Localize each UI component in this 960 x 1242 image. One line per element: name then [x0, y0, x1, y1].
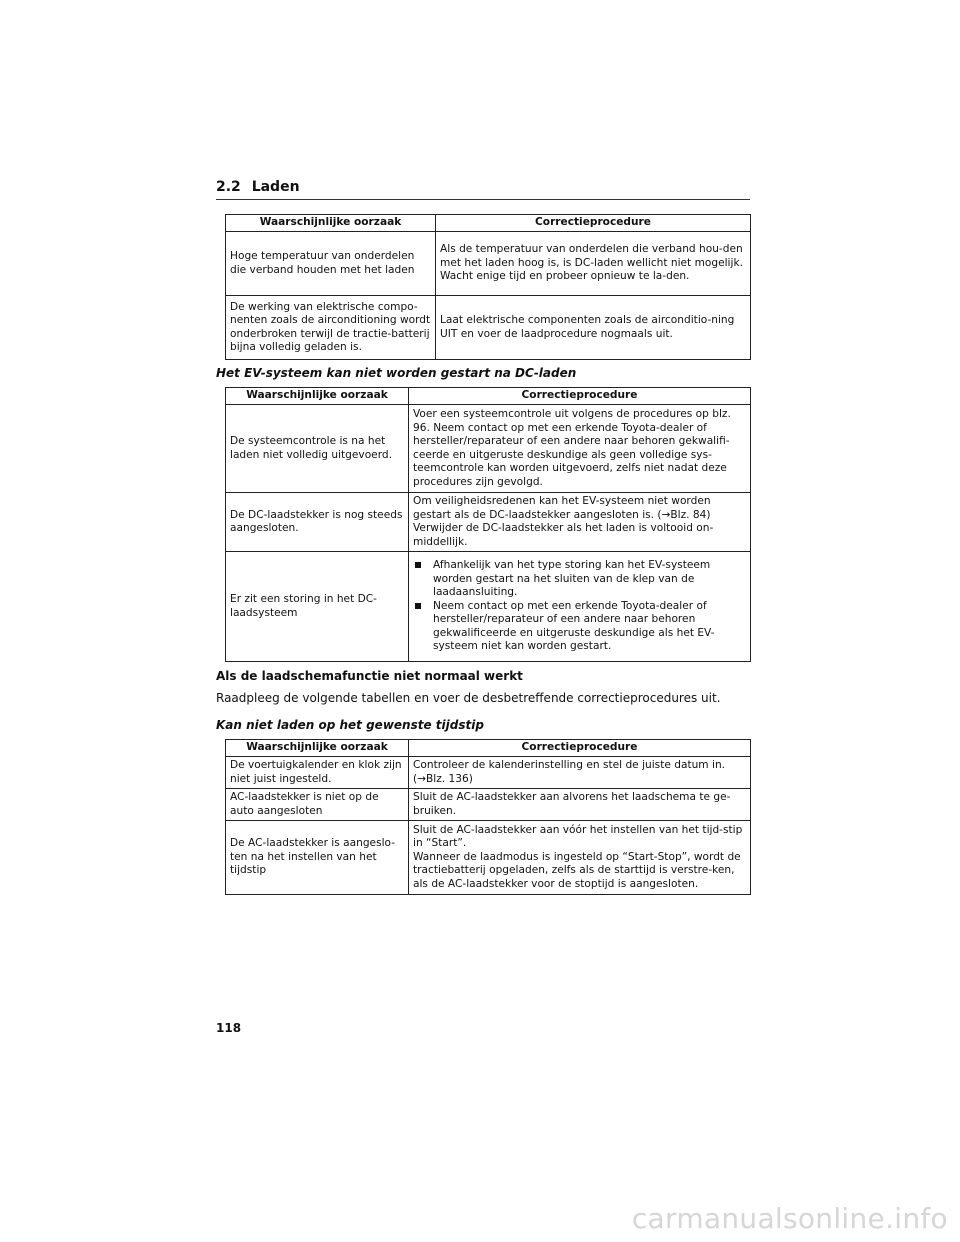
procedure-text-2: Wanneer de laadmodus is ingesteld op “Start-Stop”, wordt de tractiebatterij opgeladen, zelfs als de starttijd is verstre-ken, als de AC-laadstekker voor de stoptijd is aangesloten.: [413, 850, 741, 890]
page-number: 118: [216, 1021, 242, 1035]
column-header-procedure: Correctieprocedure: [436, 215, 751, 232]
list-item: Neem contact op met een erkende Toyota-dealer of hersteller/reparateur of een andere naar behoren gekwalificeerde en uitgeruste deskundige als het EV-systeem niet kan worden gestart.: [413, 600, 746, 654]
table-header-row: [226, 740, 751, 757]
subheading-desired-time: Kan niet laden op het gewenste tijdstip: [216, 718, 484, 732]
table-row: [226, 552, 751, 662]
table-row: [226, 789, 751, 821]
table-row: [226, 405, 751, 493]
table-schedule-issues: [225, 739, 751, 895]
procedure-cell: Voer een systeemcontrole uit volgens de procedures op blz. 96. Neem contact op met een erkende Toyota-dealer of hersteller/reparateur of een andere naar behoren gekwalifi-ceerde en uitgeruste deskundige als geen volledige sys-teemcontrole kan worden uitgevoerd, zelfs niet nadat deze procedures zijn gevolgd.: [409, 405, 751, 493]
cause-cell: De werking van elektrische compo-nenten zoals de airconditioning wordt onderbroken terwijl de tractie-batterij bijna volledig geladen is.: [226, 296, 436, 360]
cause-cell: Hoge temperatuur van onderdelen die verband houden met het laden: [226, 232, 436, 296]
procedure-text: Sluit de AC-laadstekker aan vóór het instellen van het tijd-stip in “Start”.: [413, 823, 743, 850]
table-charging-issues: [225, 214, 751, 360]
cause-cell: De DC-laadstekker is nog steeds aangesloten.: [226, 493, 409, 552]
subheading-ev-system: Het EV-systeem kan niet worden gestart na DC-laden: [216, 366, 577, 380]
procedure-cell: Als de temperatuur van onderdelen die verband hou-den met het laden hoog is, is DC-laden wellicht niet mogelijk. Wacht enige tijd en probeer opnieuw te la-den.: [436, 232, 751, 296]
list-item: Afhankelijk van het type storing kan het EV-systeem worden gestart na het sluiten van de klep van de laadaansluiting.: [413, 559, 746, 600]
cause-cell: De voertuigkalender en klok zijn niet juist ingesteld.: [226, 757, 409, 789]
watermark: carmanualsonline.info: [631, 1202, 948, 1235]
column-header-procedure: Correctieprocedure: [409, 740, 751, 757]
paragraph-instructions: Raadpleeg de volgende tabellen en voer de desbetreffende correctieprocedures uit.: [216, 691, 721, 705]
heading-charging-schedule: Als de laadschemafunctie niet normaal werkt: [216, 669, 523, 683]
procedure-cell: [409, 821, 751, 895]
table-row: [226, 757, 751, 789]
table-header-row: [226, 215, 751, 232]
cause-cell: Er zit een storing in het DC-laadsysteem: [226, 552, 409, 662]
cause-cell: De systeemcontrole is na het laden niet volledig uitgevoerd.: [226, 405, 409, 493]
bullet-square-icon: [415, 562, 421, 568]
table-row: [226, 296, 751, 360]
column-header-procedure: Correctieprocedure: [409, 388, 751, 405]
procedure-cell: Laat elektrische componenten zoals de airconditio-ning UIT en voer de laadprocedure nogmaals uit.: [436, 296, 751, 360]
procedure-cell: [409, 552, 751, 662]
column-header-cause: Waarschijnlijke oorzaak: [226, 388, 409, 405]
table-row: [226, 821, 751, 895]
table-header-row: [226, 388, 751, 405]
section-number: 2.2: [216, 179, 241, 195]
bullet-square-icon: [415, 603, 421, 609]
cause-cell: AC-laadstekker is niet op de auto aangesloten: [226, 789, 409, 821]
column-header-cause: Waarschijnlijke oorzaak: [226, 740, 409, 757]
section-header: [216, 178, 750, 200]
column-header-cause: Waarschijnlijke oorzaak: [226, 215, 436, 232]
table-row: [226, 232, 751, 296]
table-row: [226, 493, 751, 552]
table-ev-system-start: [225, 387, 751, 662]
procedure-cell: Controleer de kalenderinstelling en stel de juiste datum in. (→Blz. 136): [409, 757, 751, 789]
procedure-cell: Sluit de AC-laadstekker aan alvorens het laadschema te ge-bruiken.: [409, 789, 751, 821]
cause-cell: De AC-laadstekker is aangeslo-ten na het instellen van het tijdstip: [226, 821, 409, 895]
procedure-cell: Om veiligheidsredenen kan het EV-systeem niet worden gestart als de DC-laadstekker aangesloten is. (→Blz. 84) Verwijder de DC-laadstekker als het laden is voltooid on-middellijk.: [409, 493, 751, 552]
section-title: Laden: [251, 179, 300, 195]
procedure-bullet-list: [413, 559, 746, 654]
